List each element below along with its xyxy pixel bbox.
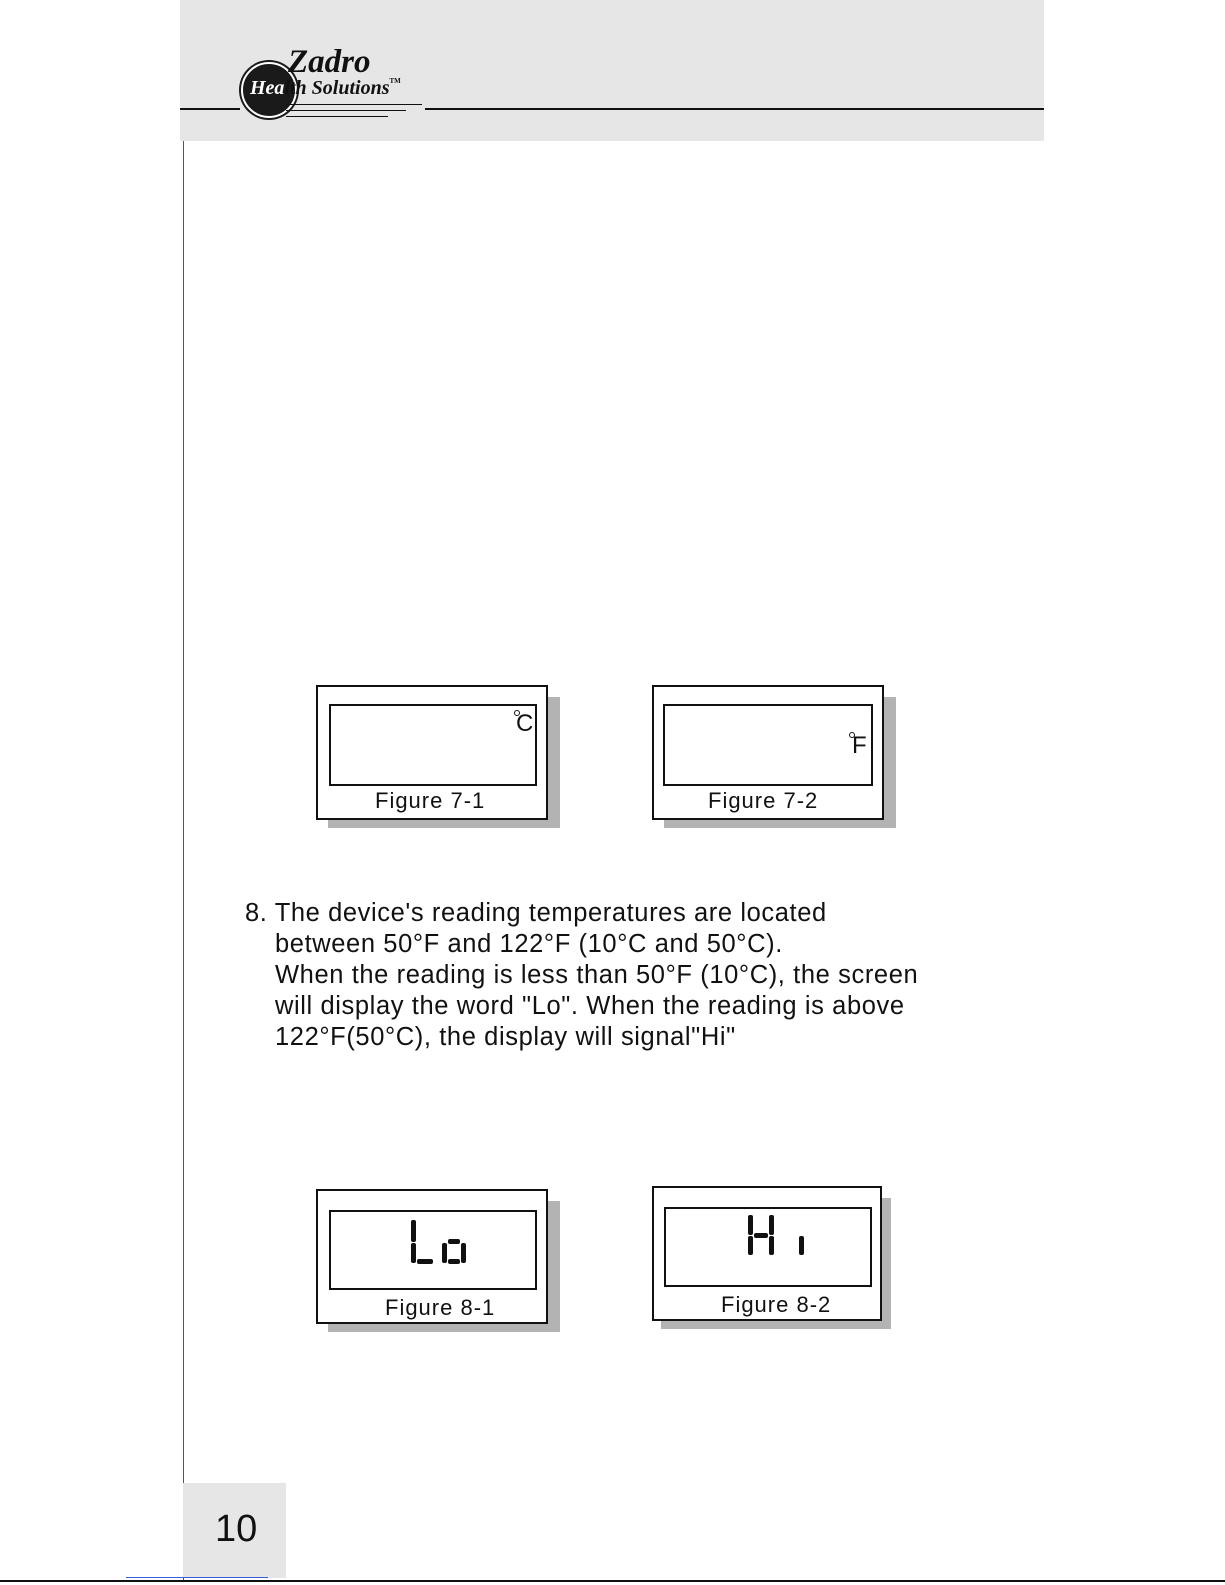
logo-brand: Zadro: [288, 44, 371, 80]
figure-7-2: [652, 685, 884, 820]
figure-8-1: [316, 1189, 548, 1324]
logo-subtitle: [250, 78, 401, 98]
lcd-lo-digits: [331, 1212, 535, 1288]
figure-label: Figure 7-2: [708, 788, 819, 813]
logo-swoosh-line: [286, 116, 388, 117]
margin-rule: [183, 141, 184, 1581]
logo-subtitle-lead: Hea: [250, 77, 285, 99]
logo-swoosh-line: [286, 104, 422, 105]
figure-7-1: [316, 685, 548, 820]
header-rule: [180, 108, 240, 110]
figure-label: Figure 7-1: [375, 788, 486, 813]
header-rule: [425, 108, 1044, 110]
bottom-rule: [0, 1580, 1225, 1582]
lcd-screen: [329, 1210, 537, 1290]
paragraph-line: will display the word "Lo". When the reading is above: [275, 992, 905, 1020]
lcd-hi-digits: [666, 1209, 870, 1285]
link-underline: [126, 1577, 268, 1578]
page-number: 10: [215, 1508, 258, 1550]
zadro-logo: [236, 30, 426, 120]
logo-subtitle-rest: lth Solutions: [284, 77, 390, 99]
paragraph-line: 122°F(50°C), the display will signal"Hi": [275, 1023, 736, 1051]
logo-trademark: TM: [389, 77, 401, 85]
instruction-paragraph: [245, 898, 1005, 1053]
logo-swoosh-line: [286, 110, 406, 111]
paragraph-line: When the reading is less than 50°F (10°C), the screen: [275, 961, 919, 989]
figure-label: Figure 8-2: [721, 1292, 832, 1317]
unit-celsius: C: [516, 710, 534, 737]
unit-fahrenheit: F: [852, 732, 867, 759]
lcd-screen: [329, 704, 537, 786]
figure-label: Figure 8-1: [385, 1295, 496, 1320]
paragraph-line: 8. The device's reading temperatures are located: [245, 899, 827, 927]
lcd-screen: [663, 704, 873, 786]
paragraph-line: between 50°F and 122°F (10°C and 50°C).: [275, 930, 783, 958]
lcd-screen: [664, 1207, 872, 1287]
figure-8-2: [652, 1186, 882, 1321]
